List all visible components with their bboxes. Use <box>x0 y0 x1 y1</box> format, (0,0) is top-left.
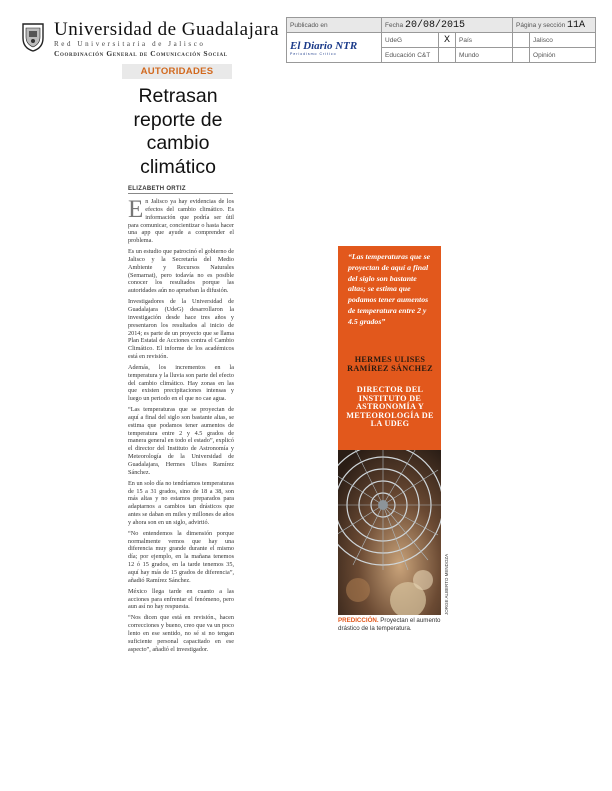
photo-credit: JORGE ALBERTO MENDOZA <box>444 553 449 615</box>
headline-line: reporte de <box>133 108 223 131</box>
article-paragraph: México llega tarde en cuanto a las acciones para enfrentar el fenómeno, pero aun así no hay respuesta. <box>128 587 234 611</box>
newspaper-tagline: Periodismo Crítico <box>290 51 337 56</box>
article-paragraph: En un solo día no tendríamos temperaturas de 15 a 31 grados, sino de 18 a 38, son más altas y no estamos preparados para adaptarnos a cambios tan drásticos que antes se daban en miles y millones de años y ahora son en un siglo, advirtió. <box>128 479 234 526</box>
paragraph-text: n Jalisco ya hay evidencias de los efectos del cambio climático. Es información que podría ser útil para comunicar, concientizar o hasta hacer una app que ayude a comprender el problema. <box>128 198 234 245</box>
article-paragraph: Investigadores de la Universidad de Guadalajara (UdeG) desarrollaron la investigación desde hace tres años y presentaron los resultados al inicio de 2014; es parte de un proyecto que se llama Plan Estatal de Acciones contra el Cambio Climático. El informe de los académicos está en revisión. <box>128 298 234 361</box>
cat-blank-1 <box>513 33 530 48</box>
cat-blank-2 <box>439 48 456 63</box>
fan-photo <box>338 450 441 615</box>
cat-mundo: Mundo <box>456 48 513 63</box>
pull-quote-box <box>338 246 441 450</box>
newspaper-logo: El Diario NTR <box>290 39 358 52</box>
headline-line: climático <box>140 155 216 178</box>
article-paragraph: Es un estudio que patrocinó el gobierno de Jalisco y la Secretaría del Medio Ambiente y Recursos Naturales (Semarnat), pero todavía no es posible conocer los resultados porque las autoridades aún no aprueban la difusión. <box>128 248 234 295</box>
article-paragraph: “Las temperaturas que se proyectan de aquí a final del siglo son bastante altas, se estima que podamos tener aumentos de temperatura entre 2 y 4.5 grados de manera general en todo el estado”, explicó el director del Instituto de Astronomía y Meteorología de la Universidad de Guadalajara, Hermes Ulises Ramírez Sánchez. <box>128 406 234 476</box>
page-cell <box>513 18 596 33</box>
date-label: Fecha <box>385 21 404 29</box>
cat-udeg-mark: X <box>439 33 456 48</box>
published-in-label: Publicado en <box>287 18 382 33</box>
cat-udeg: UdeG <box>382 33 439 48</box>
article-paragraph: Además, los incrementos en la temperatura y la lluvia son parte del efecto del cambio climático. Hay zonas en las que existen precipitaciones intensas y luego un periodo en el que no cae agua. <box>128 363 234 403</box>
cat-pais: País <box>456 33 513 48</box>
page-label: Página y sección <box>516 21 566 29</box>
university-network: Red Universitaria de Jalisco <box>54 40 206 48</box>
section-tag: AUTORIDADES <box>122 64 232 79</box>
newspaper-logo-cell <box>287 33 382 63</box>
caption-text: Proyectan el aumento drástico de la temperatura. <box>338 617 441 632</box>
caption-label: PREDICCIÓN. <box>338 617 379 624</box>
article-paragraph <box>128 198 234 245</box>
pull-quote-name: HERMES ULISES RAMÍREZ SÁNCHEZ <box>347 355 433 373</box>
page-value: 11A <box>567 19 586 31</box>
photo-caption <box>338 617 450 633</box>
byline: ELIZABETH ORTIZ <box>128 186 233 194</box>
date-value: 20/08/2015 <box>404 19 465 31</box>
drop-cap: E <box>128 198 144 223</box>
udg-seal-icon <box>20 22 46 52</box>
article-paragraph: “Nos dicen que está en revisión., hacen correcciones y bueno, creo que va un poco lento en ese sentido, no sé si no tengan suficiente personal capacitado en ese aspecto”, añadió el investigador. <box>128 614 234 653</box>
date-cell <box>382 18 513 33</box>
publication-table <box>286 17 596 63</box>
headline <box>128 85 228 179</box>
headline-line: cambio <box>146 132 210 154</box>
pull-quote-role: DIRECTOR DEL INSTITUTO DE ASTRONOMÍA Y METEOROLOGÍA DE LA UDEG <box>346 385 434 429</box>
cat-opinion: Opinión <box>530 48 596 63</box>
university-name: Universidad de Guadalajara <box>54 19 280 40</box>
headline-line: Retrasan <box>138 85 218 107</box>
office-name: Coordinación General de Comunicación Social <box>54 49 228 58</box>
cat-jalisco: Jalisco <box>530 33 596 48</box>
cat-educacion: Educación C&T <box>382 48 439 63</box>
article-body <box>128 198 234 790</box>
cat-blank-3 <box>513 48 530 63</box>
article-paragraph: “No entendemos la dimensión porque normalmente vemos que hay una diferencia muy grande durante el mismo día; por ejemplo, en la mañana tenemos 12 ó 15 grados, en la tarde tenemos 35, aquí hay más de 15 grados de diferencia”, añadió Ramírez Sánchez. <box>128 529 234 584</box>
pull-quote-text: “Las temperaturas que se proyectan de aquí a final del siglo son bastante altas; se estima que podamos tener aumentos de temperatura entre 2 y 4.5 grados” <box>348 252 431 326</box>
